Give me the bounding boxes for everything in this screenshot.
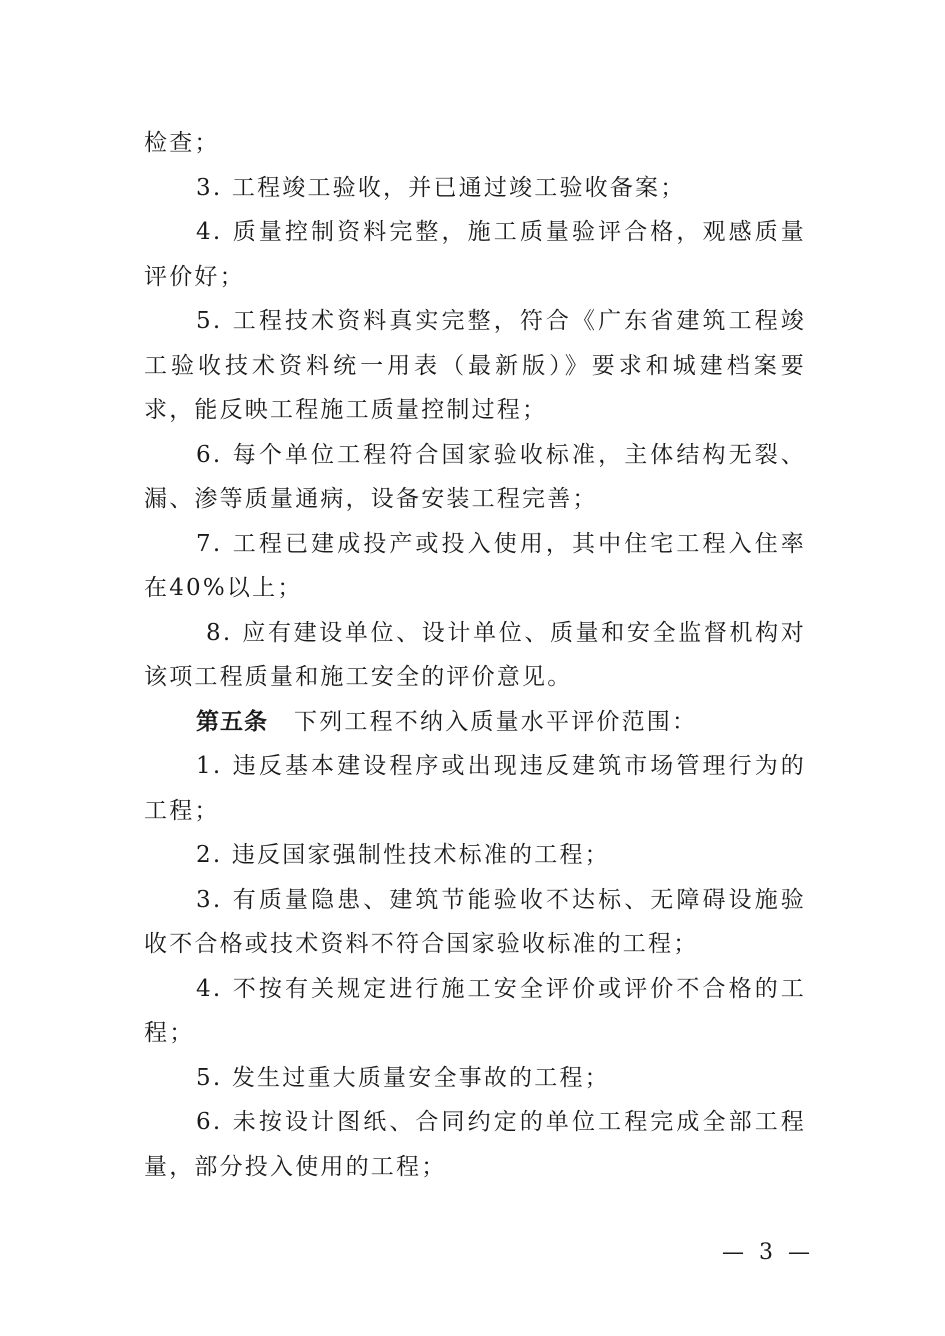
paragraph-item-5: 5. 工程技术资料真实完整，符合《广东省建筑工程竣工验收技术资料统一用表（最新版）》要求和城建档案要求，能反映工程施工质量控制过程； — [144, 308, 806, 423]
paragraph-item-4: 4. 质量控制资料完整，施工质量验评合格，观感质量评价好； — [144, 219, 806, 290]
article-5-paragraph — [144, 700, 806, 745]
document-body — [144, 121, 806, 1189]
article-5-item-6: 6. 未按设计图纸、合同约定的单位工程完成全部工程量，部分投入使用的工程； — [144, 1109, 806, 1180]
article-5-item-1: 1. 违反基本建设程序或出现违反建筑市场管理行为的工程； — [144, 753, 806, 824]
paragraph-item-8: 8. 应有建设单位、设计单位、质量和安全监督机构对该项工程质量和施工安全的评价意见。 — [144, 619, 806, 690]
article-5-item-4: 4. 不按有关规定进行施工安全评价或评价不合格的工程； — [144, 975, 806, 1046]
paragraph-item-3: 3. 工程竣工验收，并已通过竣工验收备案； — [196, 174, 686, 201]
article-5-item-5: 5. 发生过重大质量安全事故的工程； — [196, 1064, 610, 1091]
article-5-text: 下列工程不纳入质量水平评价范围： — [294, 708, 698, 735]
page-number: — 3 — — [722, 1240, 814, 1265]
article-5-item-3: 3. 有质量隐患、建筑节能验收不达标、无障碍设施验收不合格或技术资料不符合国家验收标准的工程； — [144, 886, 806, 957]
article-5-item-2: 2. 违反国家强制性技术标准的工程； — [196, 842, 610, 868]
paragraph-item-6: 6. 每个单位工程符合国家验收标准，主体结构无裂、漏、渗等质量通病，设备安装工程完善； — [144, 441, 806, 512]
paragraph-item-7: 7. 工程已建成投产或投入使用，其中住宅工程入住率在40%以上； — [144, 530, 806, 601]
article-5-heading: 第五条 — [196, 708, 268, 735]
paragraph-continuation: 检查； — [144, 130, 220, 156]
